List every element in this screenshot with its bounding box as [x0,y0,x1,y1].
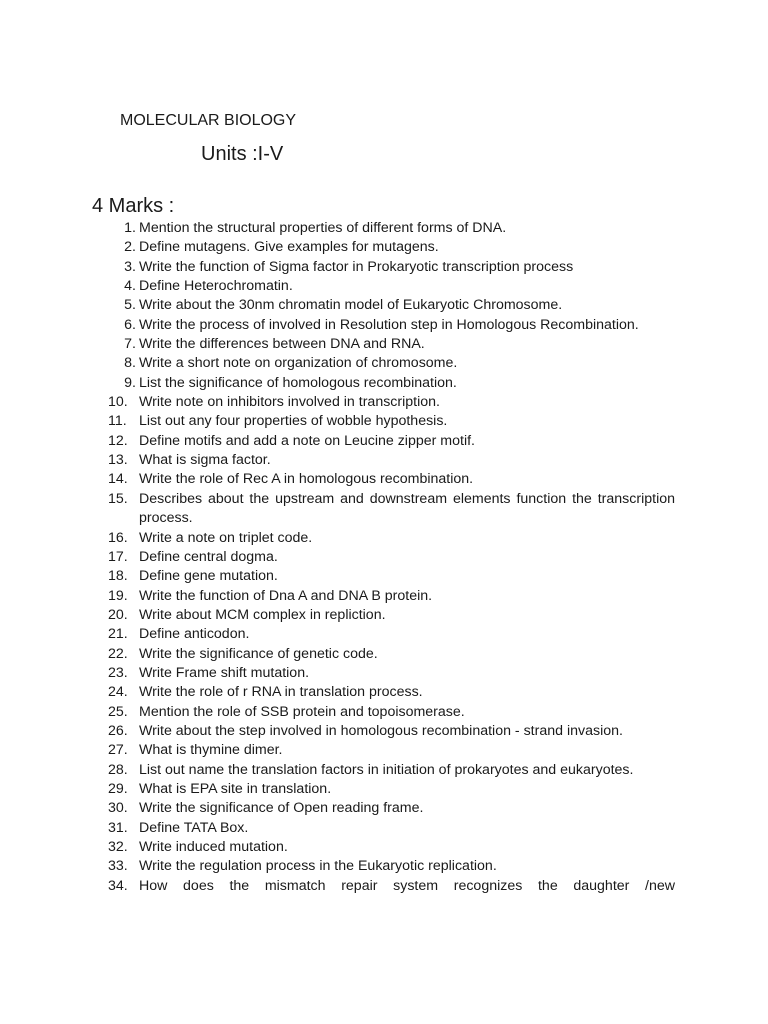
question-text: Write Frame shift mutation. [139,664,310,681]
question-number: 31. [108,819,128,836]
question-number: 22. [108,645,128,662]
question-item [108,258,675,277]
question-number: 21. [108,626,128,643]
question-number: 16. [108,529,128,546]
question-text: Define central dogma. [139,548,278,565]
question-number: 1. [124,220,136,236]
question-item [108,799,675,818]
question-text: Write the significance of genetic code. [139,645,378,662]
question-item [108,335,675,354]
question-number: 15. [108,490,128,507]
question-number: 6. [124,316,136,333]
question-item [108,838,675,857]
question-item [108,877,675,896]
question-text: Write the function of Dna A and DNA B protein. [139,587,433,604]
question-number: 34. [108,877,128,894]
question-text: Write the differences between DNA and RNA. [139,336,425,353]
question-item [108,296,675,315]
question-number: 12. [108,432,128,449]
question-item [108,645,675,664]
question-list [108,219,675,896]
question-number: 19. [108,587,128,604]
question-item [108,606,675,625]
units-heading: Units :I-V [201,143,284,165]
question-number: 4. [124,278,136,295]
question-item [108,722,675,741]
question-item [108,432,675,451]
question-text: Write the role of r RNA in translation process. [139,684,423,701]
question-text: Describes about the upstream and downstream elements function the transcription process. [139,490,675,527]
question-item [108,470,675,489]
question-number: 33. [108,858,128,875]
question-number: 3. [124,258,136,275]
question-text: Mention the role of SSB protein and topoisomerase. [139,703,465,720]
question-item [108,412,675,431]
question-item [108,780,675,799]
question-item [108,741,675,760]
question-item [108,625,675,644]
question-number: 30. [108,800,128,817]
question-number: 11. [108,413,127,430]
question-text: How does the mismatch repair system recognizes the daughter /new [139,877,675,894]
question-text: List out any four properties of wobble hypothesis. [139,413,448,430]
question-text: What is EPA site in translation. [139,780,332,797]
question-number: 23. [108,664,128,681]
question-number: 24. [108,684,128,701]
question-text: Define motifs and add a note on Leucine zipper motif. [139,432,475,449]
question-text: Write the regulation process in the Eukaryotic replication. [139,858,497,875]
question-text: List the significance of homologous recombination. [139,374,457,391]
question-text: Write about the 30nm chromatin model of Eukaryotic Chromosome. [139,297,563,314]
question-text: Mention the structural properties of different forms of DNA. [139,220,507,236]
question-number: 13. [108,452,128,469]
question-number: 8. [124,355,136,372]
question-text: Write note on inhibitors involved in transcription. [139,394,440,411]
question-text: Define Heterochromatin. [139,278,293,295]
question-text: Write a short note on organization of chromosome. [139,355,458,372]
question-number: 10. [108,394,128,411]
question-item [108,857,675,876]
question-number: 26. [108,722,128,739]
question-item [108,374,675,393]
question-number: 25. [108,703,128,720]
question-text: Write about MCM complex in repliction. [139,606,386,623]
question-text: Write the function of Sigma factor in Prokaryotic transcription process [139,258,574,275]
question-item [108,316,675,335]
question-item [108,703,675,722]
question-text: Write the significance of Open reading frame. [139,800,424,817]
question-number: 29. [108,780,128,797]
question-number: 5. [124,297,136,314]
question-text: Write the process of involved in Resolution step in Homologous Recombination. [139,316,639,333]
question-item [108,238,675,257]
question-item [108,587,675,606]
question-item [108,529,675,548]
question-text: Define mutagens. Give examples for mutagens. [139,239,439,256]
question-text: What is sigma factor. [139,452,271,469]
question-number: 17. [108,548,128,565]
question-item [108,548,675,567]
question-item [108,277,675,296]
question-item [108,761,675,780]
question-item [108,354,675,373]
question-number: 9. [124,374,136,391]
question-item [108,393,675,412]
question-item [108,490,675,529]
question-text: List out name the translation factors in initiation of prokaryotes and eukaryotes. [139,761,634,778]
question-text: Define anticodon. [139,626,250,643]
question-text: Write a note on triplet code. [139,529,313,546]
question-text: What is thymine dimer. [139,742,283,759]
question-number: 7. [124,336,136,353]
question-number: 14. [108,471,128,488]
document-title: MOLECULAR BIOLOGY [120,112,297,129]
question-item [108,683,675,702]
question-text: Define TATA Box. [139,819,249,836]
question-item [108,819,675,838]
section-heading: 4 Marks : [92,195,175,217]
question-number: 27. [108,742,128,759]
question-text: Write about the step involved in homologous recombination - strand invasion. [139,722,623,739]
question-text: Write induced mutation. [139,839,288,855]
question-text: Define gene mutation. [139,568,278,585]
question-item [108,219,675,238]
question-number: 20. [108,606,128,623]
question-number: 2. [124,239,136,256]
question-number: 28. [108,761,128,778]
question-item [108,664,675,683]
question-item [108,451,675,470]
question-number: 18. [108,568,128,585]
question-number: 32. [108,839,128,855]
question-item [108,567,675,586]
question-text: Write the role of Rec A in homologous recombination. [139,471,474,488]
